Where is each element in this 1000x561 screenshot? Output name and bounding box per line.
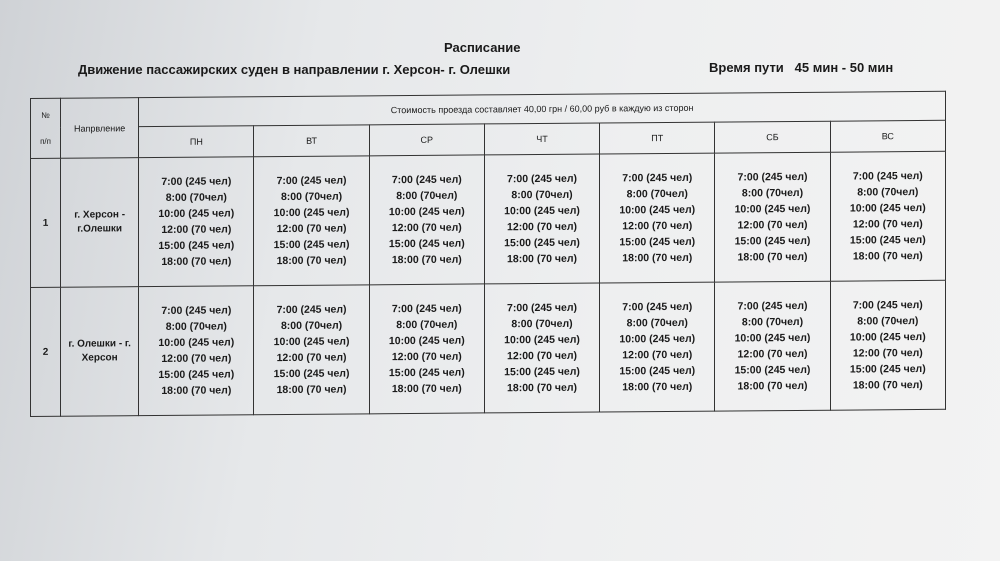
departure-time: 7:00 (245 чел) [852,169,923,183]
departure-time: 18:00 (70 чел) [161,255,232,268]
schedule-cell [139,286,254,416]
departure-time: 10:00 (245 чел) [734,331,811,345]
departure-time: 7:00 (245 чел) [737,170,808,184]
route-row-1 [31,151,946,287]
schedule-table [30,91,946,417]
departure-time: 10:00 (245 чел) [388,334,465,348]
schedule-cell [254,285,369,415]
day-header-thu: ЧТ [484,123,599,155]
day-header-wed: СР [369,124,484,156]
day-header-sun: ВС [830,120,945,152]
route-number: 1 [31,158,61,287]
departure-time: 18:00 (70 чел) [391,253,462,267]
departure-time: 8:00 (70чел) [396,189,458,203]
schedule-cell [600,153,715,283]
departure-time: 8:00 (70чел) [857,315,919,328]
departure-time: 15:00 (245 чел) [388,366,465,380]
schedule-cell [715,152,830,282]
departure-time: 15:00 (245 чел) [504,365,580,379]
departure-time: 10:00 (245 чел) [734,202,811,216]
page-subtitle: Движение пассажирских суден в направлении г. Херсон- г. Олешки [78,62,511,77]
departure-time: 18:00 (70 чел) [276,254,347,268]
departure-time: 8:00 (70чел) [626,316,688,330]
departure-time: 12:00 (70 чел) [161,352,232,365]
departure-time: 7:00 (245 чел) [622,171,693,185]
departure-time: 7:00 (245 чел) [507,172,578,186]
departure-time: 15:00 (245 чел) [273,238,350,252]
departure-time: 18:00 (70 чел) [622,251,693,265]
departure-time: 18:00 (70 чел) [852,378,923,392]
day-header-sat: СБ [715,121,830,153]
departure-time: 15:00 (245 чел) [734,234,811,248]
departure-time: 7:00 (245 чел) [276,174,347,188]
departure-time: 10:00 (245 чел) [849,330,926,344]
schedule-cell [484,154,599,284]
departure-time: 18:00 (70 чел) [161,384,232,397]
departure-time: 12:00 (70 чел) [161,223,232,236]
departure-time: 12:00 (70 чел) [852,217,923,231]
departure-time: 8:00 (70чел) [741,315,804,329]
schedule-cell [715,281,830,411]
departure-time: 12:00 (70 чел) [737,218,808,232]
departure-time: 15:00 (245 чел) [158,368,235,381]
departure-time: 18:00 (70 чел) [391,382,462,396]
departure-time: 8:00 (70чел) [165,191,227,204]
departure-time: 10:00 (245 чел) [619,203,696,217]
departure-time: 7:00 (245 чел) [276,303,347,317]
day-header-fri: ПТ [600,122,715,154]
departure-time: 18:00 (70 чел) [737,379,808,393]
departure-time: 15:00 (245 чел) [504,236,580,250]
route-direction: г. Херсон - г.Олешки [61,158,139,288]
schedule-cell [600,282,715,412]
departure-time: 8:00 (70чел) [165,320,227,333]
departure-time: 12:00 (70 чел) [276,222,347,236]
departure-time: 8:00 (70чел) [396,318,458,332]
route-number: 2 [31,287,61,416]
departure-time: 15:00 (245 чел) [734,363,811,377]
departure-time: 12:00 (70 чел) [276,351,347,365]
price-note: Стоимость проезда составляет 40,00 грн / 60,00 руб в каждую из сторон [139,91,946,126]
departure-time: 7:00 (245 чел) [161,175,232,188]
day-header-mon: ПН [139,126,254,158]
departure-time: 18:00 (70 чел) [737,250,808,264]
departure-time: 12:00 (70 чел) [507,220,578,234]
departure-time: 12:00 (70 чел) [391,350,462,364]
departure-time: 8:00 (70чел) [511,188,573,202]
departure-time: 8:00 (70чел) [626,187,688,201]
departure-time: 18:00 (70 чел) [507,252,578,266]
departure-time: 15:00 (245 чел) [619,235,696,249]
route-direction: г. Олешки - г. Херсон [61,287,139,417]
departure-time: 15:00 (245 чел) [619,364,696,378]
departure-time: 10:00 (245 чел) [388,205,465,219]
page-title: Расписание [444,40,521,55]
departure-time: 7:00 (245 чел) [507,301,578,315]
schedule-cell [830,280,945,410]
departure-time: 15:00 (245 чел) [849,362,926,376]
schedule-cell [830,151,945,281]
departure-time: 12:00 (70 чел) [852,346,923,360]
departure-time: 15:00 (245 чел) [273,367,350,381]
column-header-number-line2: п/п [40,136,51,146]
schedule-cell [254,156,369,286]
departure-time: 8:00 (70чел) [280,319,343,333]
departure-time: 8:00 (70чел) [511,317,573,331]
departure-time: 18:00 (70 чел) [622,380,693,394]
departure-time: 7:00 (245 чел) [737,299,808,313]
schedule-cell [369,284,484,414]
day-header-tue: ВТ [254,125,369,157]
departure-time: 18:00 (70 чел) [507,381,578,395]
departure-time: 10:00 (245 чел) [504,204,580,218]
departure-time: 15:00 (245 чел) [388,237,465,251]
column-header-number [31,98,61,158]
departure-time: 8:00 (70чел) [280,190,343,204]
departure-time: 7:00 (245 чел) [622,300,693,314]
departure-time: 10:00 (245 чел) [849,201,926,215]
departure-time: 7:00 (245 чел) [391,302,462,316]
route-row-2 [31,280,946,416]
departure-time: 7:00 (245 чел) [852,298,923,312]
departure-time: 7:00 (245 чел) [391,173,462,187]
departure-time: 10:00 (245 чел) [273,206,350,220]
schedule-cell [484,283,599,413]
departure-time: 15:00 (245 чел) [849,233,926,247]
departure-time: 7:00 (245 чел) [161,304,232,317]
departure-time: 12:00 (70 чел) [622,219,693,233]
departure-time: 8:00 (70чел) [857,186,919,199]
departure-time: 10:00 (245 чел) [273,335,350,349]
departure-time: 12:00 (70 чел) [622,348,693,362]
schedule-cell [369,155,484,285]
column-header-direction: Напрвление [61,98,139,159]
departure-time: 10:00 (245 чел) [158,336,235,349]
departure-time: 18:00 (70 чел) [276,383,347,397]
departure-time: 10:00 (245 чел) [158,207,235,220]
schedule-cell [139,157,254,287]
departure-time: 15:00 (245 чел) [158,239,235,252]
departure-time: 10:00 (245 чел) [504,333,580,347]
departure-time: 18:00 (70 чел) [852,249,923,263]
travel-time: Время пути 45 мин - 50 мин [709,60,894,75]
departure-time: 8:00 (70чел) [741,186,804,200]
column-header-number-line1: № [41,110,50,120]
departure-time: 10:00 (245 чел) [619,332,696,346]
departure-time: 12:00 (70 чел) [737,347,808,361]
departure-time: 12:00 (70 чел) [391,221,462,235]
departure-time: 12:00 (70 чел) [507,349,578,363]
